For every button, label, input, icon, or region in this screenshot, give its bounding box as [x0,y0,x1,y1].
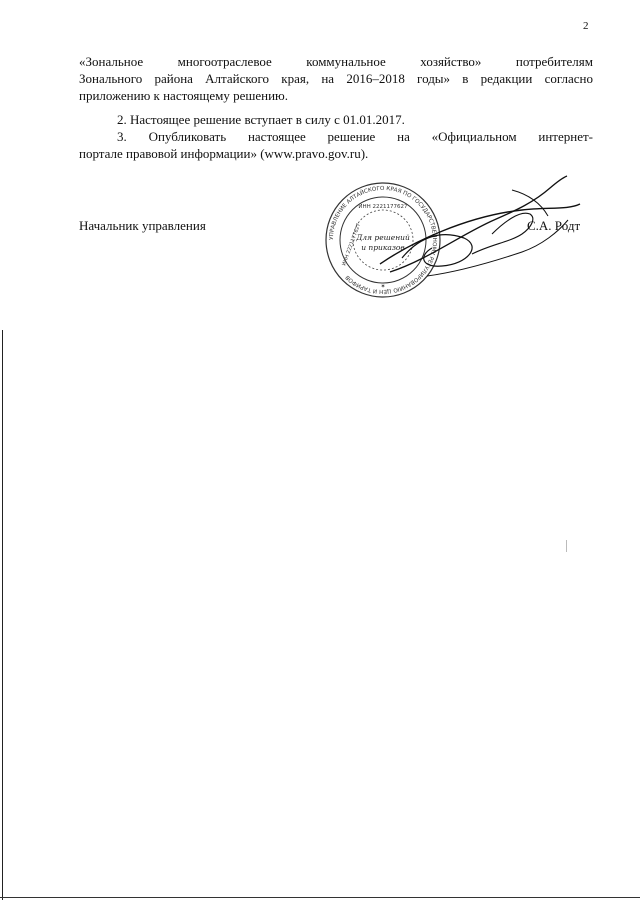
signer-name: С.А. Родт [527,218,581,233]
stamp-inner-line-1: Для решений [356,233,410,242]
paragraph-1 [79,53,593,104]
paragraph-3-line-1: 3. Опубликовать настоящее решение на «Официальном интернет- [117,129,593,144]
stamp-inn-top: ИНН 2221177627 [358,204,408,210]
stamp-inner-line-2: и приказов [361,243,405,252]
paragraph-3 [79,128,593,162]
stamp-star-icon: ✶ [380,283,386,290]
page-number: 2 [583,20,589,32]
signer-title: Начальник управления [79,218,206,233]
paragraph-1-line-1: «Зональное многоотраслевое коммунальное хозяйство» потребителям [79,54,593,69]
paragraph-1-line-3: приложению к настоящему решению. [79,88,289,103]
stamp-ring-text: УПРАВЛЕНИЕ АЛТАЙСКОГО КРАЯ ПО ГОСУДАРСТВЕННОМУ РЕГУЛИРОВАНИЮ ЦЕН И ТАРИФОВ [328,185,438,295]
paragraph-2: 2. Настоящее решение вступает в силу с 01.01.2017. [117,112,405,127]
scan-mark [566,540,567,552]
scan-edge-left [2,330,3,900]
paragraph-1-line-2: Зонального района Алтайского края, на 2016–2018 годы» в редакции согласно [79,71,593,86]
paragraph-3-line-2: портале правовой информации» (www.pravo.gov.ru). [79,146,369,161]
stamp-inn-left: ИНН 2221177627 [341,222,363,267]
scan-edge-bottom [0,897,640,898]
